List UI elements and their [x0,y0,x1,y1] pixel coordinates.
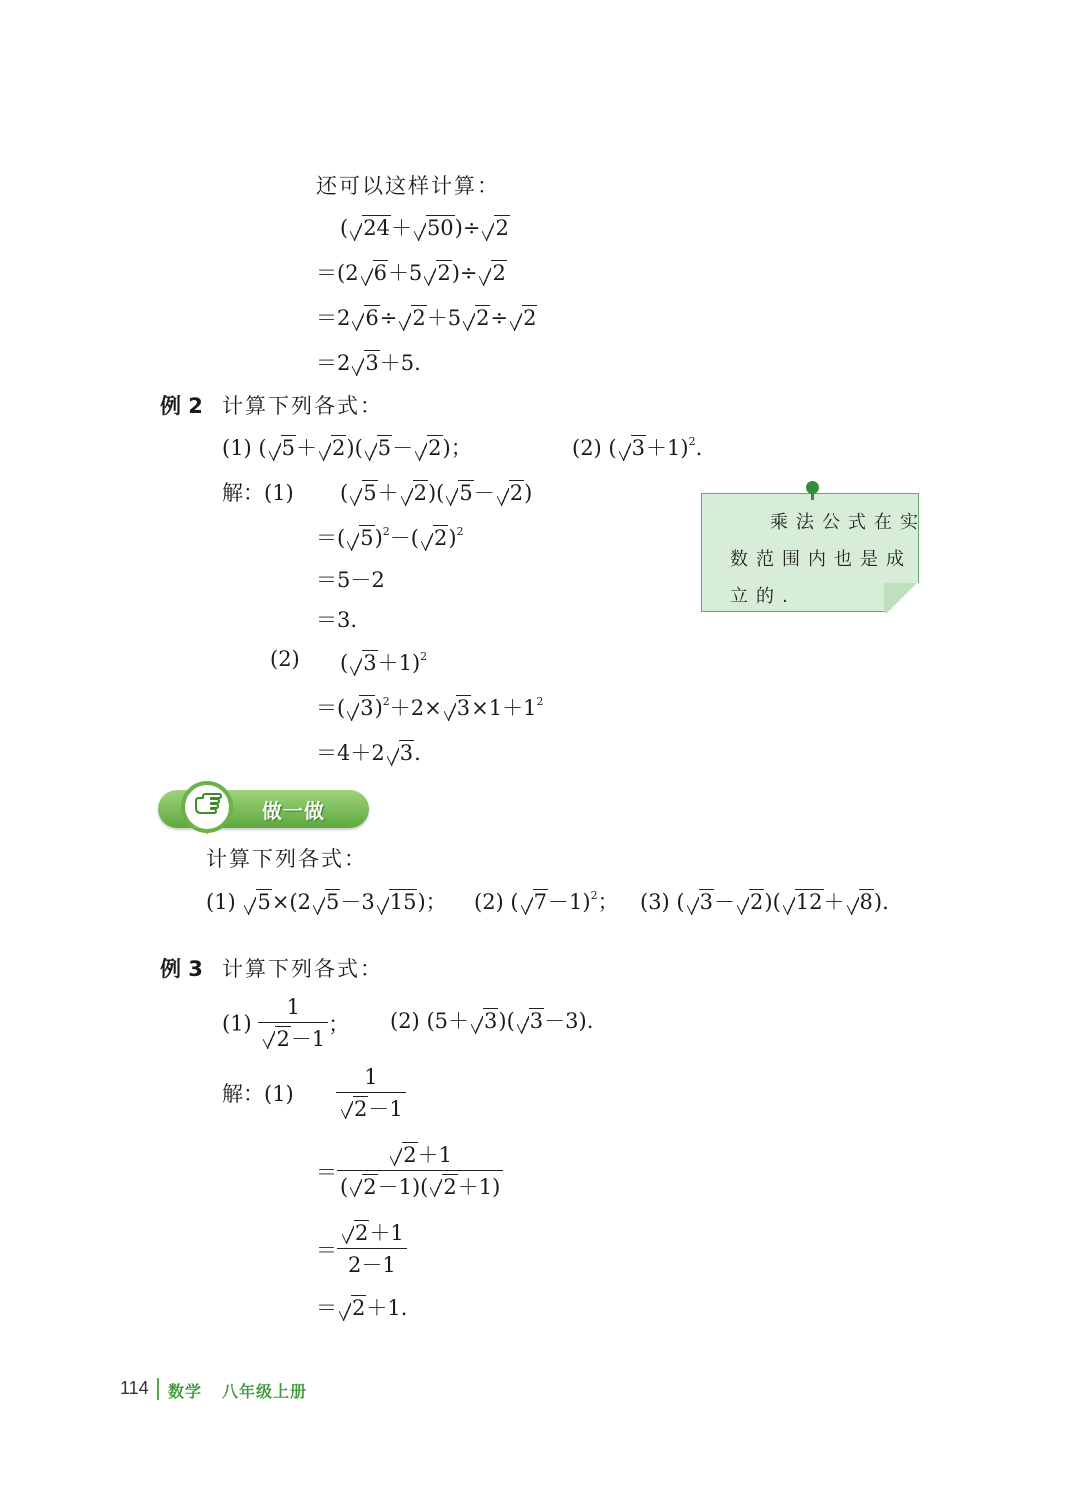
footer-divider [157,1378,159,1400]
example-2-prompt: 计算下列各式： [222,394,383,418]
ex2-sol1-line-2: ＝( 5)$^2$－( 2)$^2$ [316,525,464,550]
footer-subject: 数学 [168,1382,203,1401]
page-curl [884,583,920,613]
ex3-sol-step-4: ＝ 2＋1. [316,1296,408,1320]
example-2-solution-2-label: (2) [270,647,300,671]
pointing-hand-icon [193,793,223,819]
note-line-2: 数范围内也是成 [730,549,912,570]
ex2-sol2-line-3: ＝4＋2 3. [316,741,421,765]
example-3-prompt: 计算下列各式： [222,957,383,981]
footer-book-title: 八年级上册 [222,1382,308,1401]
example-2-problem-1: (1) ( 5＋ 2)( 5－ 2)； [222,436,472,460]
alt-calc-line-1: ( 24＋ 50)÷ 2 [340,216,509,240]
note-line-3: 立的. [730,586,796,607]
activity-title: 做一做 [262,799,325,823]
example-3-label: 例 3 [160,957,203,981]
activity-problem-2: (2) ( 7－1)$^2$； [474,889,619,914]
ex2-sol1-line-4: ＝3. [316,608,358,632]
alt-calc-line-4: ＝2 3＋5. [316,351,421,375]
page-number: 114 [120,1378,149,1398]
activity-prompt: 计算下列各式： [206,847,367,871]
ex3-sol-step-2: ＝ $\frac{2+1}{( 2-1)( 2+1)}$ [316,1140,503,1203]
activity-problem-3: (3) ( 3－ 2)( 12＋ 8). [640,890,889,914]
note-line-1: 乘法公式在实 [770,512,926,533]
ex2-sol2-line-2: ＝( $3)^2+2\times 3\times 1+1^2$ [316,695,544,720]
example-3-problem-1: (1) $\frac{1}{2-1}$ ； [222,992,349,1055]
example-2-label: 例 2 [160,394,203,418]
example-2-problem-2: (2) ( 3＋1)$^2$. [572,435,703,460]
ex3-sol-step-3: ＝ $\frac{2+1}{2-1}$ [316,1218,407,1281]
alt-calc-line-3: ＝2 6÷ 2＋5 2÷ 2 [316,306,537,330]
example-2-solution-label: 解：(1) [222,481,294,505]
example-3-solution-label: 解：(1) [222,1082,294,1106]
intro-text: 还可以这样计算： [316,174,500,198]
example-3-problem-2: (2) (5＋ 3)( 3－3). [390,1009,594,1033]
pushpin-icon [806,481,819,494]
activity-problem-1: (1) 5×(2 5－3 15)； [206,890,447,914]
ex2-sol1-line-3: ＝5－2 [316,568,385,592]
alt-calc-line-2: ＝(2 6＋5 2)÷ 2 [316,261,506,285]
ex2-sol1-line-1: ( 5＋ 2)( 5－ 2) [340,481,533,505]
ex2-sol2-line-1: ( 3＋1)$^2$ [340,650,428,675]
ex3-sol-step-1: $\frac{1}{2-1}$ [336,1062,406,1125]
